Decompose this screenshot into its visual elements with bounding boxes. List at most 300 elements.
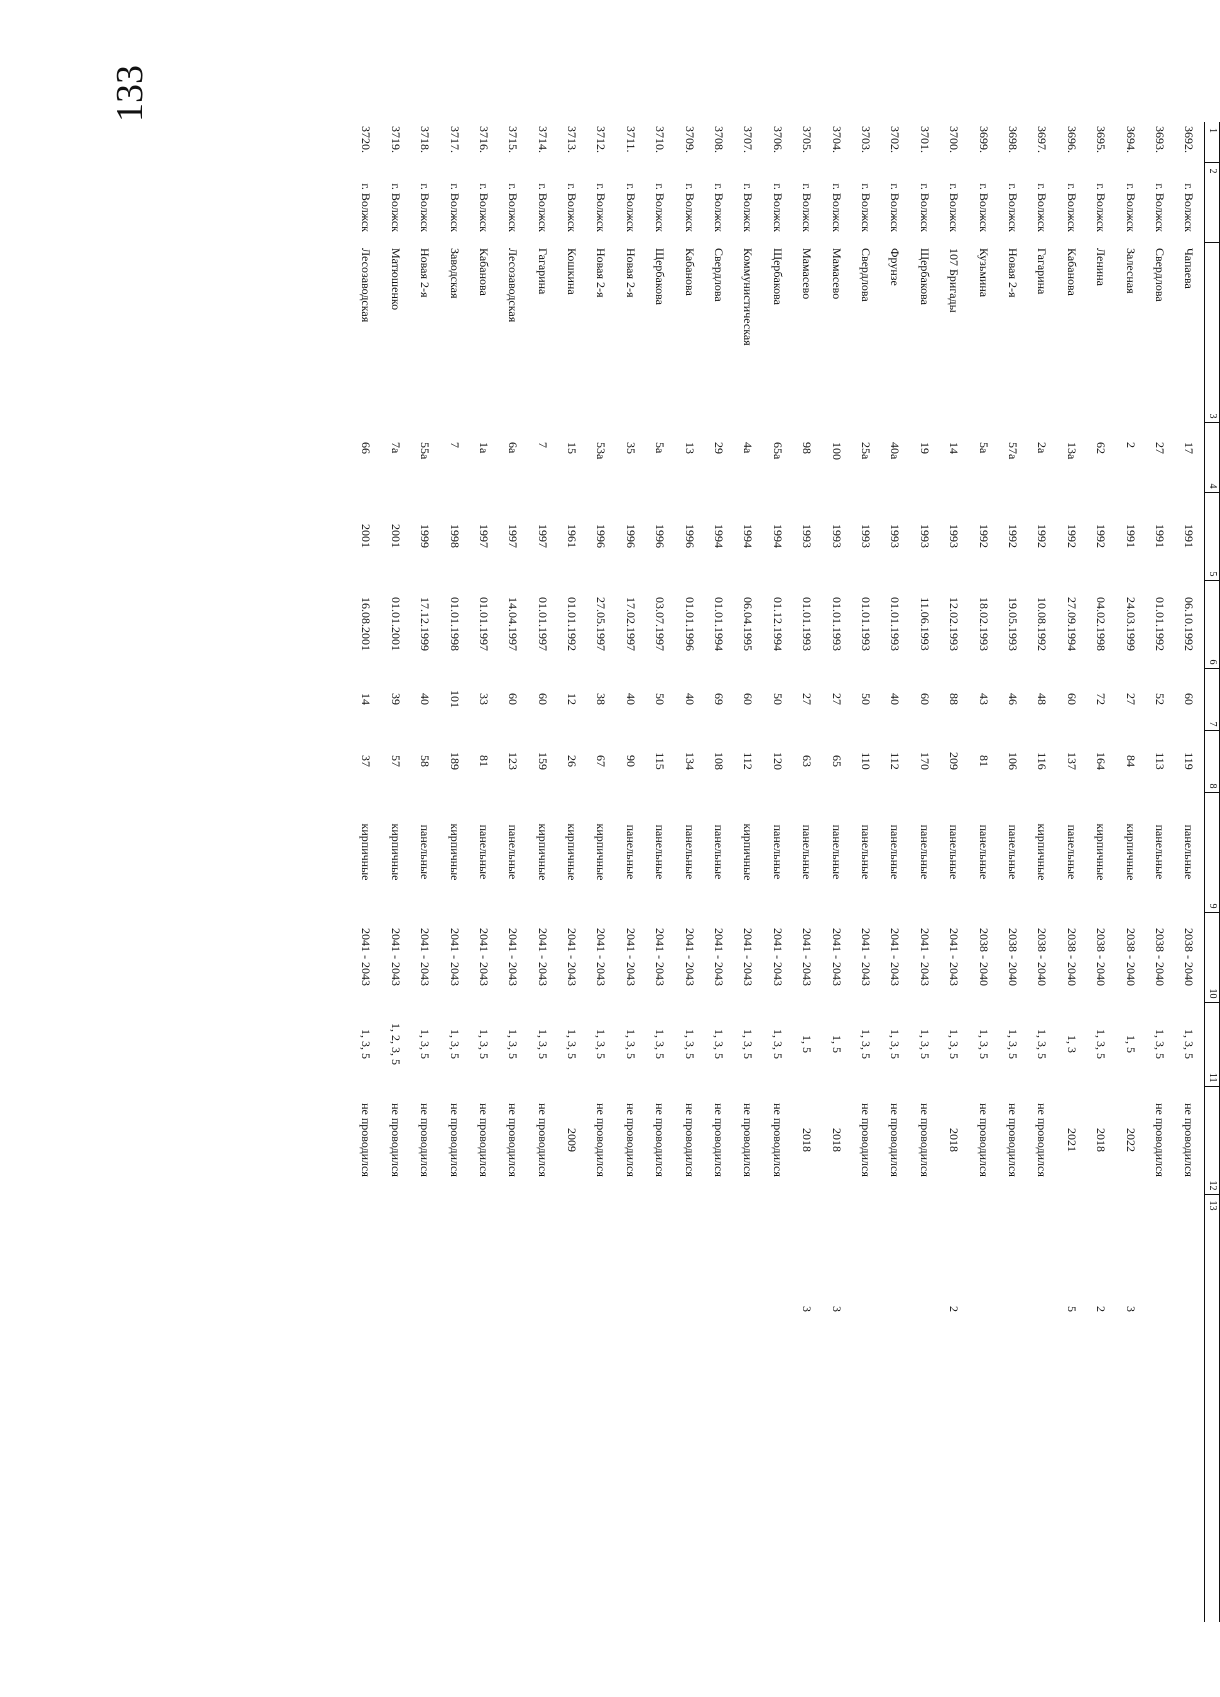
cell-street: Кабанова [682, 248, 697, 296]
cell-apartments: 60 [917, 693, 932, 705]
cell-year-built: 1992 [1035, 524, 1050, 548]
cell-row-number: 3711. [623, 126, 638, 153]
table-row [587, 122, 616, 1622]
cell-city: г. Волжск [418, 183, 433, 232]
cell-house-number: 40а [888, 442, 903, 460]
cell-apartments: 40 [682, 693, 697, 705]
table-row [410, 122, 439, 1622]
cell-col-13: 3 [800, 1306, 815, 1312]
cell-house-number: 15 [565, 442, 580, 454]
cell-last-repair: не проводился [388, 1103, 403, 1177]
cell-apartments: 60 [1064, 693, 1079, 705]
cell-year-built: 1991 [1182, 524, 1197, 548]
cell-last-repair: не проводился [1005, 1103, 1020, 1177]
cell-last-repair: не проводился [359, 1103, 374, 1177]
column-header-11: 11 [1205, 1002, 1220, 1086]
cell-residents: 110 [859, 752, 874, 770]
table-row [704, 122, 733, 1622]
table-row [1116, 122, 1145, 1622]
cell-last-repair: не проводился [888, 1103, 903, 1177]
cell-apartments: 33 [476, 693, 491, 705]
cell-year-built: 1996 [682, 524, 697, 548]
cell-residents: 112 [741, 752, 756, 770]
cell-wall-material: кирпичные [741, 823, 756, 881]
cell-commissioning-date: 17.12.1999 [418, 597, 433, 651]
cell-city: г. Волжск [447, 183, 462, 232]
cell-house-number: 6а [506, 442, 521, 454]
cell-last-repair: 2018 [829, 1128, 844, 1152]
column-number-header [1205, 122, 1220, 1622]
cell-repair-types: 1, 3, 5 [1094, 1029, 1109, 1059]
cell-repair-period: 2041 - 2043 [859, 928, 874, 986]
cell-house-number: 98 [800, 442, 815, 454]
cell-house-number: 2 [1123, 442, 1138, 448]
cell-repair-types: 1, 2, 3, 5 [388, 1023, 403, 1065]
cell-street: Щербакова [917, 248, 932, 305]
cell-row-number: 3702. [888, 126, 903, 153]
cell-city: г. Волжск [1094, 183, 1109, 232]
cell-house-number: 57а [1005, 442, 1020, 460]
cell-commissioning-date: 19.05.1993 [1005, 597, 1020, 651]
cell-commissioning-date: 12.02.1993 [947, 597, 962, 651]
cell-repair-types: 1, 3, 5 [418, 1029, 433, 1059]
cell-repair-period: 2041 - 2043 [388, 928, 403, 986]
cell-row-number: 3718. [418, 126, 433, 153]
rotated-table-container [220, 122, 1220, 1622]
cell-row-number: 3715. [506, 126, 521, 153]
cell-commissioning-date: 01.01.1998 [447, 597, 462, 651]
cell-apartments: 50 [770, 693, 785, 705]
cell-col-13 [557, 1194, 586, 1622]
cell-street: Кузьмина [976, 248, 991, 298]
cell-repair-types: 1, 3, 5 [476, 1029, 491, 1059]
cell-wall-material: кирпичные [1035, 823, 1050, 881]
table-row [851, 122, 880, 1622]
cell-repair-period: 2041 - 2043 [359, 928, 374, 986]
cell-repair-types: 1, 3, 5 [888, 1029, 903, 1059]
cell-year-built: 1993 [859, 524, 874, 548]
cell-house-number: 19 [917, 442, 932, 454]
cell-wall-material: кирпичные [388, 823, 403, 881]
cell-col-13: 2 [1094, 1306, 1109, 1312]
cell-house-number: 29 [712, 442, 727, 454]
cell-year-built: 1996 [623, 524, 638, 548]
table-row [352, 122, 381, 1622]
housing-register-table [352, 122, 1220, 1622]
cell-col-13 [381, 1194, 410, 1622]
cell-repair-types: 1, 3, 5 [623, 1029, 638, 1059]
cell-house-number: 66 [359, 442, 374, 454]
cell-house-number: 4а [741, 442, 756, 454]
cell-last-repair: не проводился [1035, 1103, 1050, 1177]
cell-apartments: 60 [535, 693, 550, 705]
cell-last-repair: 2018 [947, 1128, 962, 1152]
cell-commissioning-date: 01.01.1994 [712, 597, 727, 651]
cell-repair-period: 2038 - 2040 [1005, 928, 1020, 986]
cell-col-13 [352, 1194, 381, 1622]
cell-street: Кошкина [565, 248, 580, 295]
cell-street: Свердлова [859, 248, 874, 302]
cell-col-13 [410, 1194, 439, 1622]
cell-row-number: 3719. [388, 126, 403, 153]
cell-last-repair: не проводился [770, 1103, 785, 1177]
cell-street: 107 Бригады [947, 248, 962, 313]
table-row [910, 122, 939, 1622]
cell-street: Мамасево [829, 248, 844, 300]
header-row [1205, 122, 1220, 1622]
cell-repair-types: 1, 3, 5 [359, 1029, 374, 1059]
table-row [1086, 122, 1115, 1622]
cell-commissioning-date: 24.03.1999 [1123, 597, 1138, 651]
cell-apartments: 27 [829, 693, 844, 705]
cell-apartments: 88 [947, 693, 962, 705]
cell-house-number: 14 [947, 442, 962, 454]
cell-apartments: 38 [594, 693, 609, 705]
table-row [499, 122, 528, 1622]
cell-repair-period: 2041 - 2043 [447, 928, 462, 986]
cell-wall-material: панельные [418, 824, 433, 880]
cell-col-13 [616, 1194, 645, 1622]
cell-wall-material: панельные [506, 824, 521, 880]
cell-apartments: 72 [1094, 693, 1109, 705]
cell-last-repair: не проводился [712, 1103, 727, 1177]
cell-residents: 90 [623, 755, 638, 767]
cell-apartments: 40 [623, 693, 638, 705]
cell-last-repair: 2021 [1064, 1128, 1079, 1152]
cell-residents: 170 [917, 752, 932, 770]
cell-repair-types: 1, 3, 5 [1035, 1029, 1050, 1059]
column-header-8: 8 [1205, 730, 1220, 792]
cell-year-built: 1993 [829, 524, 844, 548]
cell-wall-material: панельные [829, 824, 844, 880]
cell-city: г. Волжск [1005, 183, 1020, 232]
cell-col-13 [1028, 1194, 1057, 1622]
cell-house-number: 62 [1094, 442, 1109, 454]
cell-col-13 [998, 1194, 1027, 1622]
cell-year-built: 1991 [1123, 524, 1138, 548]
cell-apartments: 27 [800, 693, 815, 705]
cell-repair-period: 2038 - 2040 [1064, 928, 1079, 986]
cell-year-built: 1992 [1094, 524, 1109, 548]
cell-apartments: 27 [1123, 693, 1138, 705]
cell-apartments: 46 [1005, 693, 1020, 705]
cell-street: Щербакова [653, 248, 668, 305]
cell-residents: 159 [535, 752, 550, 770]
cell-row-number: 3717. [447, 126, 462, 153]
cell-apartments: 50 [653, 693, 668, 705]
cell-repair-types: 1, 3, 5 [565, 1029, 580, 1059]
cell-street: Лесозаводская [359, 248, 374, 323]
cell-row-number: 3694. [1123, 126, 1138, 153]
cell-city: г. Волжск [800, 183, 815, 232]
cell-repair-types: 1, 3, 5 [770, 1029, 785, 1059]
cell-repair-period: 2041 - 2043 [506, 928, 521, 986]
cell-repair-types: 1, 3, 5 [1152, 1029, 1167, 1059]
cell-repair-period: 2038 - 2040 [1152, 928, 1167, 986]
cell-year-built: 1961 [565, 524, 580, 548]
cell-repair-types: 1, 3, 5 [741, 1029, 756, 1059]
cell-col-13 [851, 1194, 880, 1622]
cell-col-13 [1145, 1194, 1174, 1622]
cell-residents: 67 [594, 755, 609, 767]
cell-col-13 [469, 1194, 498, 1622]
cell-residents: 137 [1064, 752, 1079, 770]
cell-apartments: 48 [1035, 693, 1050, 705]
table-row [969, 122, 998, 1622]
cell-row-number: 3716. [476, 126, 491, 153]
cell-last-repair: не проводился [653, 1103, 668, 1177]
cell-last-repair: не проводился [741, 1103, 756, 1177]
cell-house-number: 65а [770, 442, 785, 460]
table-row [793, 122, 822, 1622]
cell-row-number: 3696. [1064, 126, 1079, 153]
cell-street: Свердлова [712, 248, 727, 302]
cell-row-number: 3704. [829, 126, 844, 153]
cell-house-number: 35 [623, 442, 638, 454]
cell-repair-types: 1, 3, 5 [947, 1029, 962, 1059]
cell-residents: 134 [682, 752, 697, 770]
cell-city: г. Волжск [1035, 183, 1050, 232]
column-header-2: 2 [1205, 162, 1220, 242]
cell-commissioning-date: 01.01.1993 [888, 597, 903, 651]
cell-row-number: 3712. [594, 126, 609, 153]
cell-repair-types: 1, 3, 5 [1182, 1029, 1197, 1059]
cell-commissioning-date: 03.07.1997 [653, 597, 668, 651]
column-header-7: 7 [1205, 668, 1220, 730]
cell-wall-material: кирпичные [1123, 823, 1138, 881]
cell-commissioning-date: 06.10.1992 [1182, 597, 1197, 651]
cell-house-number: 5а [653, 442, 668, 454]
column-header-4: 4 [1205, 422, 1220, 492]
cell-residents: 106 [1005, 752, 1020, 770]
cell-city: г. Волжск [359, 183, 374, 232]
cell-repair-types: 1, 5 [1123, 1035, 1138, 1053]
cell-residents: 81 [976, 755, 991, 767]
cell-repair-types: 1, 3, 5 [594, 1029, 609, 1059]
cell-repair-period: 2041 - 2043 [712, 928, 727, 986]
cell-row-number: 3697. [1035, 126, 1050, 153]
cell-residents: 189 [447, 752, 462, 770]
cell-apartments: 60 [1182, 693, 1197, 705]
table-row [440, 122, 469, 1622]
cell-repair-types: 1, 3, 5 [653, 1029, 668, 1059]
cell-city: г. Волжск [535, 183, 550, 232]
cell-apartments: 43 [976, 693, 991, 705]
cell-street: Свердлова [1152, 248, 1167, 302]
cell-repair-types: 1, 5 [829, 1035, 844, 1053]
cell-repair-period: 2041 - 2043 [476, 928, 491, 986]
table-row [469, 122, 498, 1622]
column-header-9: 9 [1205, 792, 1220, 912]
cell-commissioning-date: 10.08.1992 [1035, 597, 1050, 651]
table-row [763, 122, 792, 1622]
column-header-13: 13 [1205, 1194, 1220, 1622]
cell-street: Гагарина [535, 248, 550, 295]
cell-commissioning-date: 01.01.1997 [476, 597, 491, 651]
cell-house-number: 25а [859, 442, 874, 460]
cell-commissioning-date: 01.01.1996 [682, 597, 697, 651]
cell-row-number: 3707. [741, 126, 756, 153]
cell-wall-material: панельные [947, 824, 962, 880]
cell-year-built: 1997 [535, 524, 550, 548]
cell-row-number: 3713. [565, 126, 580, 153]
cell-city: г. Волжск [770, 183, 785, 232]
cell-repair-period: 2041 - 2043 [682, 928, 697, 986]
cell-row-number: 3698. [1005, 126, 1020, 153]
cell-row-number: 3699. [976, 126, 991, 153]
cell-wall-material: панельные [770, 824, 785, 880]
cell-house-number: 17 [1182, 442, 1197, 454]
cell-last-repair: 2018 [1094, 1128, 1109, 1152]
cell-col-13 [910, 1194, 939, 1622]
cell-residents: 116 [1035, 752, 1050, 770]
cell-year-built: 1993 [888, 524, 903, 548]
cell-row-number: 3706. [770, 126, 785, 153]
cell-year-built: 1994 [741, 524, 756, 548]
table-body [352, 122, 1205, 1622]
cell-wall-material: панельные [976, 824, 991, 880]
cell-house-number: 53а [594, 442, 609, 460]
cell-repair-period: 2041 - 2043 [917, 928, 932, 986]
cell-residents: 65 [829, 755, 844, 767]
cell-house-number: 5а [976, 442, 991, 454]
cell-last-repair: не проводился [594, 1103, 609, 1177]
cell-repair-period: 2041 - 2043 [594, 928, 609, 986]
cell-city: г. Волжск [888, 183, 903, 232]
cell-wall-material: панельные [1152, 824, 1167, 880]
cell-last-repair: не проводился [682, 1103, 697, 1177]
cell-street: Кабанова [1064, 248, 1079, 296]
cell-commissioning-date: 01.01.1992 [565, 597, 580, 651]
cell-col-13 [763, 1194, 792, 1622]
cell-wall-material: кирпичные [359, 823, 374, 881]
cell-year-built: 1991 [1152, 524, 1167, 548]
cell-residents: 81 [476, 755, 491, 767]
cell-apartments: 40 [888, 693, 903, 705]
cell-wall-material: панельные [888, 824, 903, 880]
cell-col-13: 3 [1123, 1306, 1138, 1312]
cell-wall-material: панельные [623, 824, 638, 880]
cell-last-repair: 2022 [1123, 1128, 1138, 1152]
cell-last-repair: не проводился [1182, 1103, 1197, 1177]
cell-year-built: 1992 [1064, 524, 1079, 548]
cell-repair-types: 1, 3, 5 [917, 1029, 932, 1059]
cell-last-repair: не проводился [418, 1103, 433, 1177]
cell-wall-material: панельные [682, 824, 697, 880]
cell-wall-material: панельные [476, 824, 491, 880]
cell-commissioning-date: 17.02.1997 [623, 597, 638, 651]
cell-street: Гагарина [1035, 248, 1050, 295]
cell-last-repair: не проводился [623, 1103, 638, 1177]
table-row [822, 122, 851, 1622]
cell-row-number: 3710. [653, 126, 668, 153]
cell-street: Ленина [1094, 248, 1109, 286]
cell-commissioning-date: 01.01.1993 [800, 597, 815, 651]
column-header-1: 1 [1205, 122, 1220, 162]
column-header-3: 3 [1205, 242, 1220, 422]
cell-repair-period: 2041 - 2043 [829, 928, 844, 986]
table-row [1145, 122, 1174, 1622]
column-header-5: 5 [1205, 492, 1220, 580]
table-row [734, 122, 763, 1622]
table-row [881, 122, 910, 1622]
cell-commissioning-date: 27.05.1997 [594, 597, 609, 651]
cell-house-number: 7 [447, 442, 462, 448]
cell-wall-material: панельные [712, 824, 727, 880]
cell-street: Залесная [1123, 248, 1138, 294]
cell-commissioning-date: 04.02.1998 [1094, 597, 1109, 651]
cell-commissioning-date: 01.01.2001 [388, 597, 403, 651]
cell-wall-material: панельные [1005, 824, 1020, 880]
cell-year-built: 1992 [1005, 524, 1020, 548]
cell-last-repair: не проводился [917, 1103, 932, 1177]
cell-commissioning-date: 01.01.1993 [829, 597, 844, 651]
cell-city: г. Волжск [682, 183, 697, 232]
cell-commissioning-date: 01.12.1994 [770, 597, 785, 651]
cell-commissioning-date: 01.01.1992 [1152, 597, 1167, 651]
cell-city: г. Волжск [623, 183, 638, 232]
cell-year-built: 1997 [506, 524, 521, 548]
cell-street: Новая 2-я [418, 248, 433, 298]
cell-apartments: 39 [388, 693, 403, 705]
cell-repair-period: 2041 - 2043 [653, 928, 668, 986]
cell-year-built: 1993 [947, 524, 962, 548]
cell-residents: 164 [1094, 752, 1109, 770]
cell-year-built: 1993 [800, 524, 815, 548]
column-header-12: 12 [1205, 1086, 1220, 1194]
cell-row-number: 3693. [1152, 126, 1167, 153]
cell-repair-types: 1, 3, 5 [447, 1029, 462, 1059]
cell-repair-period: 2041 - 2043 [565, 928, 580, 986]
cell-col-13 [440, 1194, 469, 1622]
cell-repair-types: 1, 3 [1064, 1035, 1079, 1053]
cell-house-number: 2а [1035, 442, 1050, 454]
cell-year-built: 1997 [476, 524, 491, 548]
cell-wall-material: кирпичные [1094, 823, 1109, 881]
cell-city: г. Волжск [829, 183, 844, 232]
cell-repair-types: 1, 5 [800, 1035, 815, 1053]
cell-repair-types: 1, 3, 5 [712, 1029, 727, 1059]
cell-repair-period: 2041 - 2043 [741, 928, 756, 986]
cell-residents: 37 [359, 755, 374, 767]
cell-last-repair: не проводился [1152, 1103, 1167, 1177]
cell-year-built: 2001 [388, 524, 403, 548]
cell-last-repair: не проводился [476, 1103, 491, 1177]
cell-repair-period: 2041 - 2043 [623, 928, 638, 986]
cell-repair-period: 2038 - 2040 [976, 928, 991, 986]
cell-city: г. Волжск [1182, 183, 1197, 232]
cell-apartments: 40 [418, 693, 433, 705]
cell-commissioning-date: 18.02.1993 [976, 597, 991, 651]
table-row [1028, 122, 1057, 1622]
cell-street: Кабанова [476, 248, 491, 296]
cell-city: г. Волжск [565, 183, 580, 232]
cell-commissioning-date: 01.01.1997 [535, 597, 550, 651]
column-header-10: 10 [1205, 912, 1220, 1002]
cell-col-13 [881, 1194, 910, 1622]
cell-city: г. Волжск [976, 183, 991, 232]
table-row [939, 122, 968, 1622]
cell-col-13 [704, 1194, 733, 1622]
cell-last-repair: не проводился [976, 1103, 991, 1177]
cell-wall-material: панельные [1182, 824, 1197, 880]
cell-repair-period: 2038 - 2040 [1035, 928, 1050, 986]
cell-repair-types: 1, 3, 5 [682, 1029, 697, 1059]
cell-wall-material: кирпичные [594, 823, 609, 881]
cell-commissioning-date: 11.06.1993 [917, 597, 932, 651]
table-row [675, 122, 704, 1622]
cell-street: Новая 2-я [594, 248, 609, 298]
